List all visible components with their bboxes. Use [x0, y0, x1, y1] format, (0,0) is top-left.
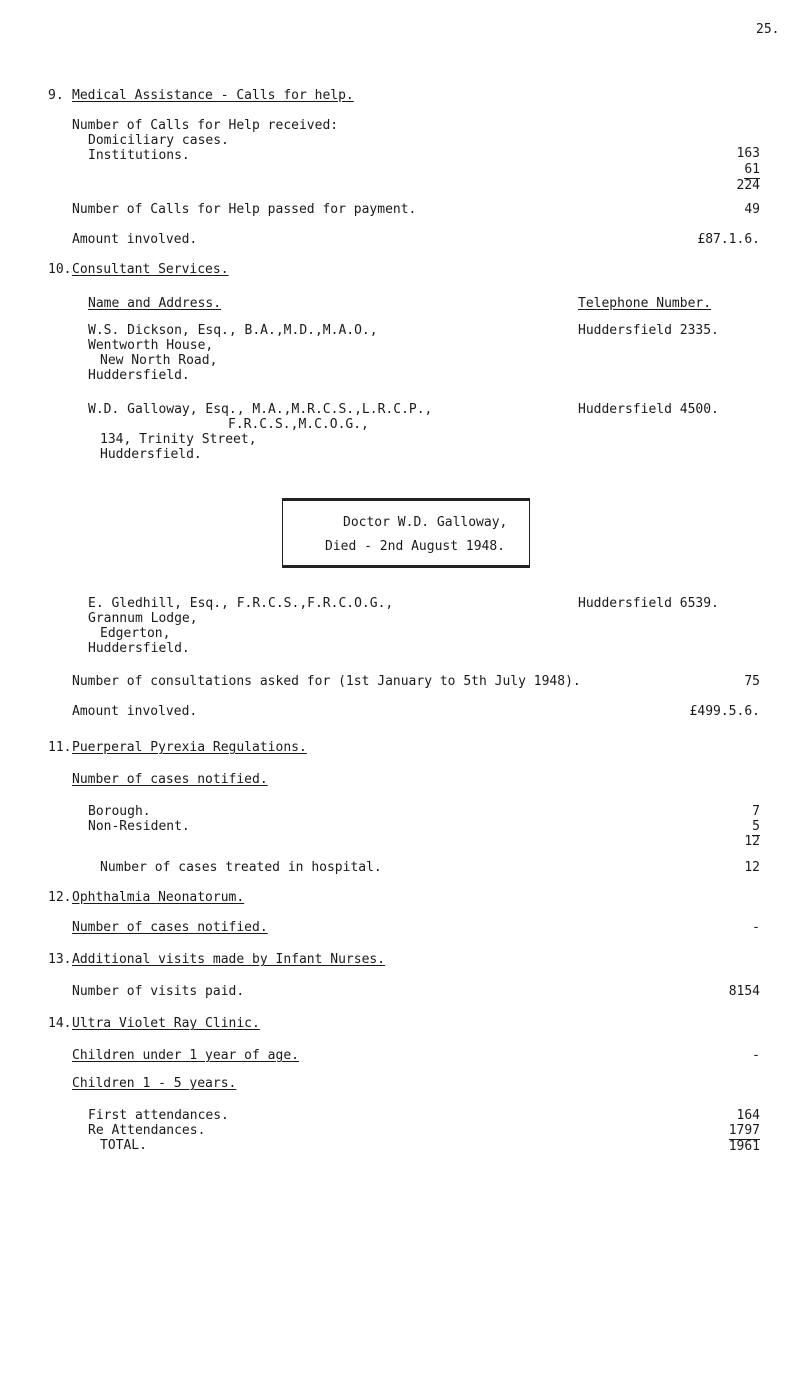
attendances-total-value: 1961: [728, 1139, 760, 1154]
section-14-title: Ultra Violet Ray Clinic.: [72, 1016, 260, 1031]
institutions-value: 61: [744, 162, 760, 177]
amount-label-9: Amount involved.: [72, 232, 198, 247]
death-notice-line: Doctor W.D. Galloway,: [343, 515, 508, 530]
ages-1-5-label: Children 1 - 5 years.: [72, 1076, 237, 1091]
death-notice-line: Died - 2nd August 1948.: [325, 539, 506, 554]
passed-label: Number of Calls for Help passed for payment.: [72, 202, 417, 217]
visits-value: 8154: [728, 984, 760, 999]
hospital-label: Number of cases treated in hospital.: [100, 860, 382, 875]
domiciliary-value: 163: [736, 146, 760, 161]
section-13-title: Additional visits made by Infant Nurses.: [72, 952, 386, 967]
consultant-3-name: E. Gledhill, Esq., F.R.C.S.,F.R.C.O.G.,: [88, 596, 394, 611]
consultant-1-name: W.S. Dickson, Esq., B.A.,M.D.,M.A.O.,: [88, 323, 378, 338]
re-attendances-value: 1797: [728, 1123, 760, 1138]
section-12-title: Ophthalmia Neonatorum.: [72, 890, 245, 905]
ophthalmia-notified-value: -: [752, 920, 760, 935]
section-10-number: 10.: [48, 262, 72, 277]
first-attendances-label: First attendances.: [88, 1108, 229, 1123]
domiciliary-label: Domiciliary cases.: [88, 133, 229, 148]
consultant-1-address-line: Wentworth House,: [88, 338, 214, 353]
section-10-title: Consultant Services.: [72, 262, 229, 277]
cases-notified-label: Number of cases notified.: [72, 772, 268, 787]
institutions-label: Institutions.: [88, 148, 190, 163]
consultant-3-address-line: Grannum Lodge,: [88, 611, 198, 626]
non-resident-value: 5: [752, 819, 760, 834]
borough-label: Borough.: [88, 804, 151, 819]
first-attendances-value: 164: [736, 1108, 760, 1123]
section-13-number: 13.: [48, 952, 72, 967]
calls-received-label: Number of Calls for Help received:: [72, 118, 339, 133]
consultant-1-phone: Huddersfield 2335.: [578, 323, 719, 338]
section-9-number: 9.: [48, 88, 64, 103]
passed-value: 49: [744, 202, 760, 217]
ophthalmia-notified-label: Number of cases notified.: [72, 920, 268, 935]
consultant-2-name: W.D. Galloway, Esq., M.A.,M.R.C.S.,L.R.C.P.,: [88, 402, 433, 417]
calls-total-value: 224: [736, 178, 760, 193]
cases-total-value: 12: [744, 834, 760, 849]
amount-value-10: £499.5.6.: [689, 704, 760, 719]
section-12-number: 12.: [48, 890, 72, 905]
consultant-1-address-line: Huddersfield.: [88, 368, 190, 383]
consultant-2-address-line: Huddersfield.: [100, 447, 202, 462]
section-11-number: 11.: [48, 740, 72, 755]
non-resident-label: Non-Resident.: [88, 819, 190, 834]
page-number: 25.: [756, 22, 780, 37]
visits-label: Number of visits paid.: [72, 984, 245, 999]
section-14-number: 14.: [48, 1016, 72, 1031]
consultant-2-address-line: 134, Trinity Street,: [100, 432, 257, 447]
consultant-3-address-line: Edgerton,: [100, 626, 171, 641]
amount-label-10: Amount involved.: [72, 704, 198, 719]
under-1-label: Children under 1 year of age.: [72, 1048, 299, 1063]
attendances-total-label: TOTAL.: [100, 1138, 147, 1153]
consultations-label: Number of consultations asked for (1st January to 5th July 1948).: [72, 674, 581, 689]
consultant-1-address-line: New North Road,: [100, 353, 218, 368]
re-attendances-label: Re Attendances.: [88, 1123, 206, 1138]
name-address-header: Name and Address.: [88, 296, 222, 311]
death-notice-box: [282, 498, 530, 568]
telephone-header: Telephone Number.: [578, 296, 712, 311]
amount-value-9: £87.1.6.: [697, 232, 760, 247]
section-9-title: Medical Assistance - Calls for help.: [72, 88, 354, 103]
borough-value: 7: [752, 804, 760, 819]
consultant-2-qualifications: F.R.C.S.,M.C.O.G.,: [228, 417, 369, 432]
under-1-value: -: [752, 1048, 760, 1063]
section-11-title: Puerperal Pyrexia Regulations.: [72, 740, 307, 755]
consultant-2-phone: Huddersfield 4500.: [578, 402, 719, 417]
consultant-3-address-line: Huddersfield.: [88, 641, 190, 656]
consultant-3-phone: Huddersfield 6539.: [578, 596, 719, 611]
consultations-value: 75: [744, 674, 760, 689]
hospital-value: 12: [744, 860, 760, 875]
